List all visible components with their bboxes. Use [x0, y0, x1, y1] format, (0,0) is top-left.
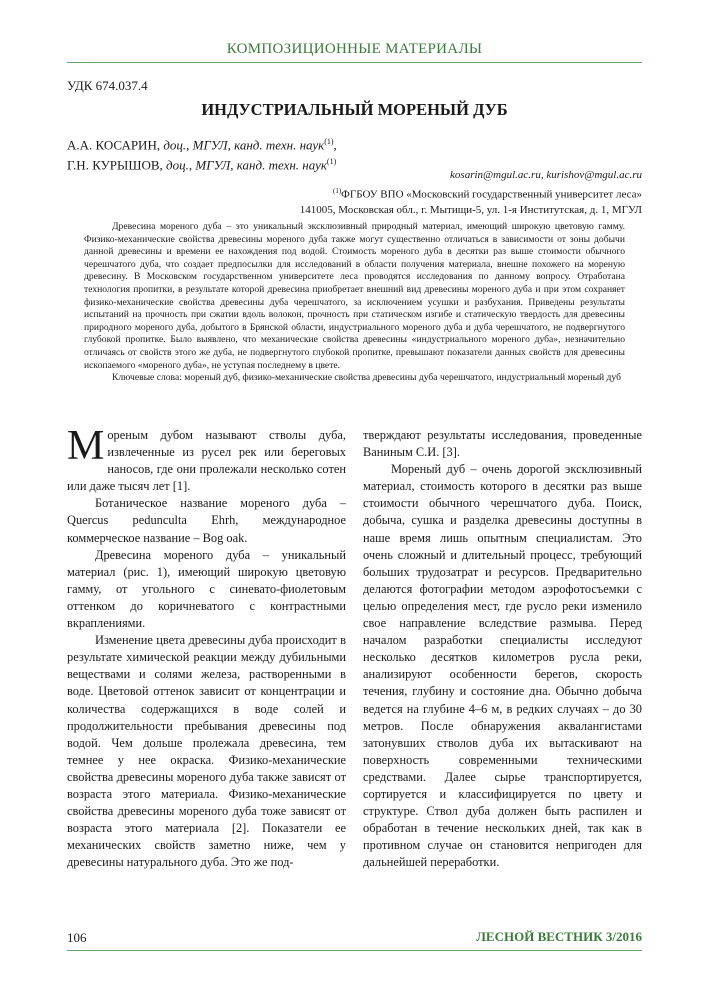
body-column-right — [363, 427, 642, 871]
udk-code: УДК 674.037.4 — [67, 78, 148, 93]
author-line: А.А. КОСАРИН, доц., МГУЛ, канд. техн. наук$^{(1)}$, — [67, 137, 337, 153]
journal-name: ЛЕСНОЙ ВЕСТНИК 3/2016 — [476, 929, 642, 944]
footer-rule — [67, 950, 642, 951]
page-number: 106 — [67, 930, 87, 945]
keywords: Ключевые слова: мореный дуб, физико-механические свойства древесины дуба черешчатого, индустриальный мореный дуб — [112, 372, 621, 384]
affiliation-block — [300, 168, 642, 218]
author-name: Г.Н. КУРЫШОВ, — [67, 157, 163, 173]
author-line — [67, 153, 337, 173]
body-column-left — [67, 423, 346, 871]
header-rule — [67, 62, 642, 63]
drop-cap: М — [67, 423, 105, 469]
body-paragraph: Изменение цвета древесины дуба происходит в результате химической реакции между дубильными веществами и солями железа, растворенными в воде. Цветовой оттенок зависит от концентрации и количества содержащихся в воде солей и продолжительности пребывания древесины под водой. Чем дольше пролежала древесина, тем темнее у нее окраска. Физико-механические свойства древесины мореного дуба также зависят от возраста этого материала. Физико-механические свойства древесины мореного дуба тоже зависят от возраста этого материала [2]. Показатели ее механических свойств заметно ниже, чем у древесины натурального дуба. Это же под- — [67, 633, 346, 870]
affiliation-org-line — [300, 184, 642, 203]
article-title: ИНДУСТРИАЛЬНЫЙ МОРЕНЫЙ ДУБ — [201, 100, 508, 119]
author-emails: kosarin@mgul.ac.ru, kurishov@mgul.ac.ru — [450, 169, 642, 181]
authors-block — [67, 133, 337, 174]
body-paragraph: Ботаническое название мореного дуба – Quercus pedunculta Ehrh, международное коммерческое название – Bog oak. — [67, 496, 346, 545]
body-paragraph: Мореный дуб – очень дорогой эксклюзивный материал, стоимость которого в десятки раз выше стоимости обычного черешчатого дуба. Поиск, добыча, сушка и разделка древесины доступны в наше время лишь опытным специалистам. Это очень сложный и длительный процесс, требующий больших трудозатрат и ресурсов. Предварительно делаются фотографии методом аэрофотосъемки с целью определения мест, где русло реки изменило свое направление вследствие размыва. Перед началом разработки специалисты исследуют несколько десятков километров русла реки, анализируют особенности берегов, скорость течения, глубину и состояние дна. Обычно добыча ведется на глубине 4–6 м, в редких случаях – до 30 метров. После обнаружения аквалангистами затонувших стволов дуба их вытаскивают на поверхность современными техническими средствами. Далее сырье транспортируется, сортируется и классифицируется по цвету и структуре. Ствол дуба должен быть распилен и обработан в течение нескольких дней, так как в противном случае он становится непригоден для дальнейшей переработки. — [363, 462, 642, 870]
author-footnote-mark: (1) — [326, 157, 337, 167]
author-footnote-mark: (1) — [324, 137, 334, 146]
affiliation-address: 141005, Московская обл., г. Мытищи-5, ул. 1-я Институтская, д. 1, МГУЛ — [299, 203, 642, 216]
body-paragraph: Мореным дубом называют стволы дуба, извлеченные из русел рек или береговых наносов, где они пролежали несколько сотен или даже тысяч лет [1]. — [67, 423, 346, 494]
abstract — [84, 221, 625, 385]
body-paragraph: тверждают результаты исследования, проведенные Ваниным С.И. [3]. — [363, 428, 642, 460]
body-paragraph: Древесина мореного дуба – уникальный материал (рис. 1), имеющий широкую цветовую гамму, от угольного с синевато-фиолетовым оттенком до коричневатого с контрастными вкраплениями. — [67, 547, 346, 631]
author-name: А.А. КОСАРИН, — [67, 137, 161, 153]
affiliation-org: ФГБОУ ВПО «Московский государственный университет леса» — [341, 188, 642, 201]
section-header: КОМПОЗИЦИОННЫЕ МАТЕРИАЛЫ — [226, 41, 483, 57]
abstract-text: Древесина мореного дуба – это уникальный эксклюзивный природный материал, имеющий широкую цветовую гамму. Физико-механические свойства древесины мореного дуба также могут существенно отличаться в зависимости от зоны добычи данной древесины и времени ее нахождения под водой. Стоимость мореного дуба в десятки раз выше стоимости обычного черешчатого дуба, что создает предпосылки для исследований в области получения материала, внешне похожего на мореную древесину. В Московском государственном университете леса проводятся исследования по данному вопросу. Отработана технология пропитки, в результате которой древесина приобретает внешний вид древесины мореного дуба и при этом сохраняет физико-механические свойства древесины дуба черешчатого, за исключением усушки и разбухания. Приведены результаты испытаний на прочность при сжатии вдоль волокон, прочность при статическом изгибе и статическую твердость для древесины природного мореного дуба, добытого в Брянской области, индустриального мореного дуба и дуба черешчатого, не подвергнутого глубокой пропитке. Было выявлено, что механические свойства древесины «индустриального мореного дуба», незначительно отличаясь от свойств этого же дуба, не подвергнутого глубокой пропитке, превышают показатели данных свойств для древесины ископаемого «мореного дуба», не уступая последнему в цвете. — [84, 221, 625, 371]
affiliation-footnote-mark: (1) — [332, 186, 342, 195]
author-role: доц., МГУЛ, канд. техн. наук — [163, 137, 325, 153]
author-role: доц., МГУЛ, канд. техн. наук — [166, 157, 327, 173]
